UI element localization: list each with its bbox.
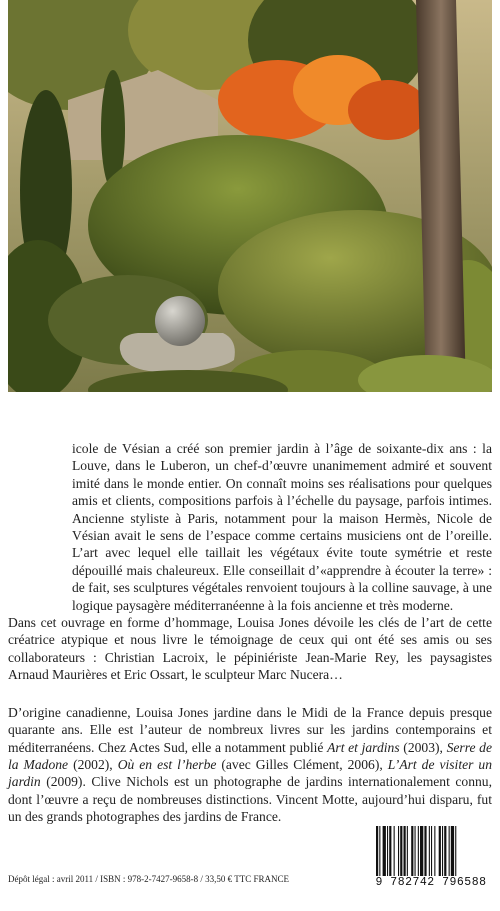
barcode-bar — [434, 826, 435, 876]
book-title: Serre de la Madone — [8, 739, 493, 772]
barcode-bar — [444, 826, 446, 876]
isbn-barcode — [372, 826, 490, 902]
bio-text: (2003), — [399, 739, 447, 755]
legal-deposit-line: Dépôt légal : avril 2011 / ISBN : 978-2-7427-9658-8 / 33,50 € TTC FRANCE — [8, 874, 289, 884]
garden-photograph — [8, 0, 492, 392]
barcode-bar — [420, 826, 423, 876]
barcode-bar — [449, 826, 450, 876]
barcode-bar — [394, 826, 395, 876]
book-title: L’Art de visiter un jardin — [8, 756, 492, 790]
book-title: Où en est l’herbe — [117, 756, 217, 772]
barcode-bar — [387, 826, 388, 876]
barcode-bar — [455, 826, 456, 876]
book-title: Art et jardins — [327, 739, 400, 755]
bio-text: D’origine canadienne, Louisa Jones jardine dans le Midi de la France depuis presque quarante ans. Elle est l’auteur de nombreux livres sur les jardins contemporains et méditerranéens. Chez Actes Sud, elle a notamment publié — [8, 704, 492, 755]
barcode-bar — [383, 826, 386, 876]
barcode-bar — [451, 826, 454, 876]
barcode-bar — [398, 826, 399, 876]
bio-text: (2009). Clive Nichols est un photographe de jardins internationalement connu, dont l’œuvre a reçu de nombreuses distinctions. Vincent Motte, aujourd’hui disparu, fut un des grands photographes des jardins de France. — [8, 774, 492, 825]
back-cover-text — [8, 440, 492, 826]
barcode-bar — [431, 826, 432, 876]
bio-text: (2002), — [68, 756, 118, 772]
isbn-barcode-number: 9 782742 796588 — [372, 876, 490, 889]
barcode-bar — [376, 826, 378, 876]
description-paragraph — [8, 440, 492, 614]
barcode-bar — [418, 826, 419, 876]
intro-text: icole de Vésian a créé son premier jardin à l’âge de soixante-dix ans : la Louve, dans le Luberon, un chef-d’œuvre unanimement admiré et souvent imité dans le monde entier. On connaît moins ses réalisations pour quelques amis et clients, compositions parfois à l’échelle du paysage, parfois intimes. Ancienne styliste à Paris, notamment pour la maison Hermès, Nicole de Vésian avait le sens de l’espace comme certains musiciens ont de l’oreille. L’art avec lequel elle taillait les végétaux évite toute symétrie et reste dépouillé mais chaleureux. Elle conseillait d’«apprendre à écouter la terre» : de fait, ses sculptures végétales renvoient toujours à la colline sauvage, à une logique paysagère méditerranéenne à la fois ancienne et très moderne. — [72, 441, 492, 613]
barcode-bar — [379, 826, 380, 876]
barcode-bar — [424, 826, 426, 876]
barcode-bar — [404, 826, 406, 876]
barcode-bar — [439, 826, 441, 876]
bio-text: (avec Gilles Clément, 2006), — [216, 756, 388, 772]
barcode-bar — [411, 826, 413, 876]
barcode-bar — [389, 826, 391, 876]
barcode-bar — [429, 826, 430, 876]
barcode-bar — [442, 826, 443, 876]
description-paragraph-continued: Dans cet ouvrage en forme d’hommage, Louisa Jones dévoile les clés de l’art de cette créatrice atypique et nous livre le témoignage de ceux qui ont été ses amis ou ses collaborateurs : Christian Lacroix, le pépiniériste Jean-Marie Rey, les paysagistes Arnaud Maurières et Eric Ossart, le sculpteur Marc Nucera… — [8, 615, 492, 683]
barcode-bar — [415, 826, 416, 876]
barcode-bar — [400, 826, 402, 876]
author-bio-paragraph — [8, 704, 492, 826]
barcode-bar — [407, 826, 408, 876]
